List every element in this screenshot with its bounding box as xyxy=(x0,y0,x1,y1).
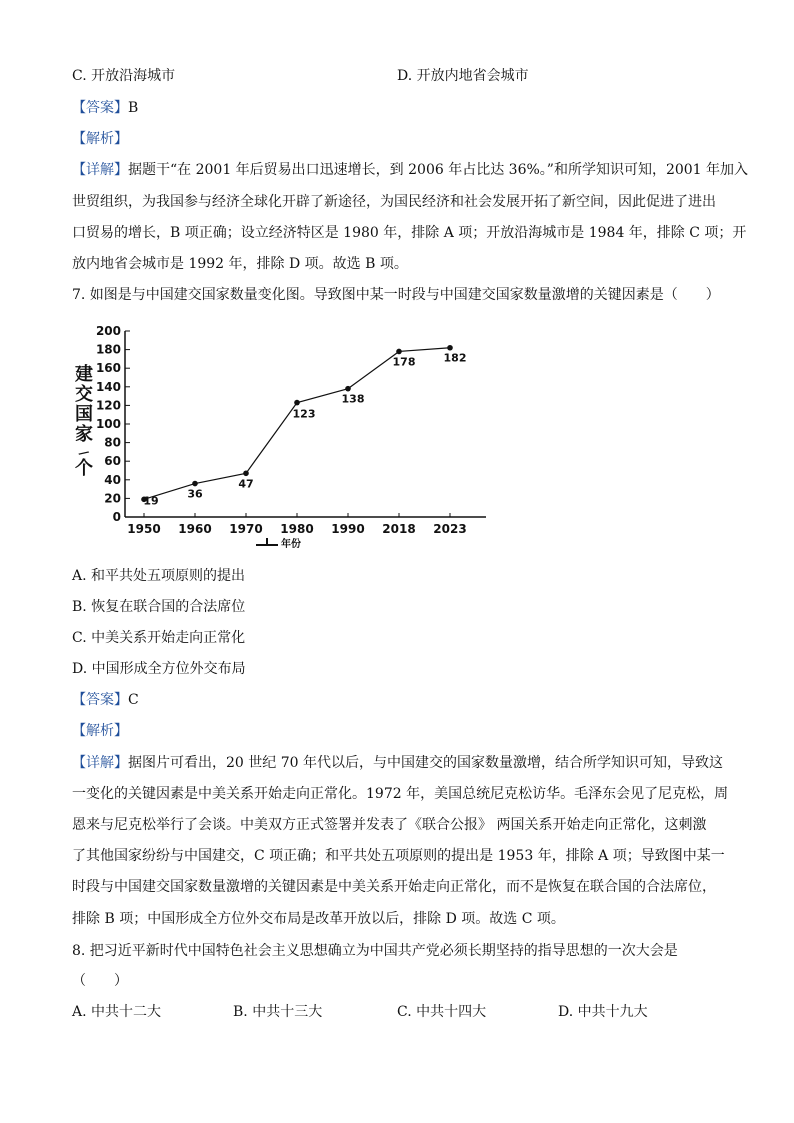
answer-tag: 【答案】 xyxy=(72,100,128,116)
data-label: 19 xyxy=(143,494,159,508)
series-line xyxy=(144,348,450,500)
y-tick-label: 0 xyxy=(112,510,121,524)
y-tick-label: 60 xyxy=(104,454,121,469)
x-tick-label: 2023 xyxy=(433,522,467,536)
q6-answer xyxy=(72,98,138,118)
detail-tag: 【详解】 xyxy=(72,162,128,178)
q7-option-d: D. 中国形成全方位外交布局 xyxy=(72,661,246,677)
y-axis-label-char: 交 xyxy=(75,384,93,405)
q7-stem: 7. 如图是与中国建交国家数量变化图。导致图中某一时段与中国建交国家数量激增的关键因素是（ ） xyxy=(72,287,720,303)
q6-option-c: C. 开放沿海城市 xyxy=(72,68,176,84)
data-label: 182 xyxy=(443,351,467,365)
answer-value: B xyxy=(128,100,139,116)
y-axis-label-char: 建 xyxy=(75,364,93,385)
y-axis-label-char: 国 xyxy=(75,404,93,425)
y-tick-label: 40 xyxy=(104,472,121,487)
q7-option-c: C. 中美关系开始走向正常化 xyxy=(72,630,246,646)
q8-stem: 8. 把习近平新时代中国特色社会主义思想确立为中国共产党必须长期坚持的指导思想的一次大会是 xyxy=(72,943,678,959)
data-point xyxy=(243,470,249,476)
q8-option-c: C. 中共十四大 xyxy=(397,1004,487,1020)
q7-detail-line: 恩来与尼克松举行了会谈。中美双方正式签署并发表了《联合公报》 两国关系开始走向正常化，这刺激 xyxy=(72,817,707,833)
q7-option-b: B. 恢复在联合国的合法席位 xyxy=(72,599,246,615)
q6-detail-line: 口贸易的增长，B 项正确；设立经济特区是 1980 年，排除 A 项；开放沿海城市是 1984 年，排除 C 项；开 xyxy=(72,225,747,241)
detail-tag: 【详解】 xyxy=(72,755,128,771)
q8-option-d: D. 中共十九大 xyxy=(558,1004,648,1020)
q6-detail-line: 【详解】据题干“在 2001 年后贸易出口迅速增长，到 2006 年占比达 36%。”和所学知识可知，2001 年加入 xyxy=(72,162,749,178)
x-tick-label: 1950 xyxy=(127,522,161,536)
y-axis-label-char: 家 xyxy=(75,424,93,445)
q6-analysis-tag: 【解析】 xyxy=(72,131,128,147)
data-label: 47 xyxy=(238,477,254,491)
x-axis-label-text: 年份 xyxy=(281,539,301,550)
q6-detail-line: 放内地省会城市是 1992 年，排除 D 项。故选 B 项。 xyxy=(72,256,408,272)
q7-analysis-tag: 【解析】 xyxy=(72,723,128,739)
x-tick-label: 1960 xyxy=(178,522,212,536)
y-tick-label: 160 xyxy=(95,361,121,376)
chart-axes xyxy=(125,331,486,517)
q6-detail-line: 世贸组织，为我国参与经济全球化开辟了新途径，为国民经济和社会发展开拓了新空间，因此促进了进出 xyxy=(72,194,716,210)
q7-detail-line: 了其他国家纷纷与中国建交，C 项正确；和平共处五项原则的提出是 1953 年，排除 A 项；导致图中某一 xyxy=(72,848,725,864)
q6-option-d: D. 开放内地省会城市 xyxy=(397,68,529,84)
x-axis-label xyxy=(256,537,301,550)
y-tick-label: 140 xyxy=(95,379,121,394)
y-tick-label: 200 xyxy=(95,324,121,338)
x-tick-label: 1970 xyxy=(229,522,263,536)
y-axis-label xyxy=(75,363,93,479)
data-label: 178 xyxy=(392,355,416,369)
y-axis-label-char: 个 xyxy=(75,458,93,479)
q7-detail-line: 一变化的关键因素是中美关系开始走向正常化。1972 年，美国总统尼克松访华。毛泽东会见了尼克松，周 xyxy=(72,786,729,802)
data-point xyxy=(345,386,351,392)
y-tick-label: 20 xyxy=(104,491,121,506)
data-label: 36 xyxy=(187,487,203,501)
y-tick-label: 180 xyxy=(95,342,121,357)
data-point xyxy=(396,349,402,355)
data-label: 138 xyxy=(341,392,365,406)
diplomatic-relations-chart xyxy=(68,318,498,550)
answer-tag: 【答案】 xyxy=(72,692,128,708)
chart-series xyxy=(141,345,466,507)
q8-stem-blank: （ ） xyxy=(72,973,128,989)
y-tick-label: 120 xyxy=(95,398,121,413)
y-axis-label-char: / xyxy=(76,447,92,459)
q8-option-a: A. 中共十二大 xyxy=(72,1004,162,1020)
x-tick-label: 2018 xyxy=(382,522,416,536)
q7-detail-line: 【详解】据图片可看出，20 世纪 70 年代以后，与中国建交的国家数量激增，结合所学知识可知，导致这 xyxy=(72,755,723,771)
q7-option-a: A. 和平共处五项原则的提出 xyxy=(72,568,246,584)
y-tick-label: 80 xyxy=(104,435,121,450)
q7-detail-line: 排除 B 项；中国形成全方位外交布局是改革开放以后，排除 D 项。故选 C 项。 xyxy=(72,911,565,927)
data-label: 123 xyxy=(292,407,316,421)
answer-value: C xyxy=(128,692,139,708)
data-point xyxy=(192,481,198,487)
q7-answer xyxy=(72,690,139,710)
q7-detail-line: 时段与中国建交国家数量激增的关键因素是中美关系开始走向正常化，而不是恢复在联合国的合法席位， xyxy=(72,879,716,895)
data-point xyxy=(447,345,453,351)
y-tick-label: 100 xyxy=(95,417,121,431)
q8-option-b: B. 中共十三大 xyxy=(233,1004,323,1020)
data-point xyxy=(294,400,300,406)
x-tick-label: 1990 xyxy=(331,522,365,536)
x-tick-label: 1980 xyxy=(280,522,314,536)
